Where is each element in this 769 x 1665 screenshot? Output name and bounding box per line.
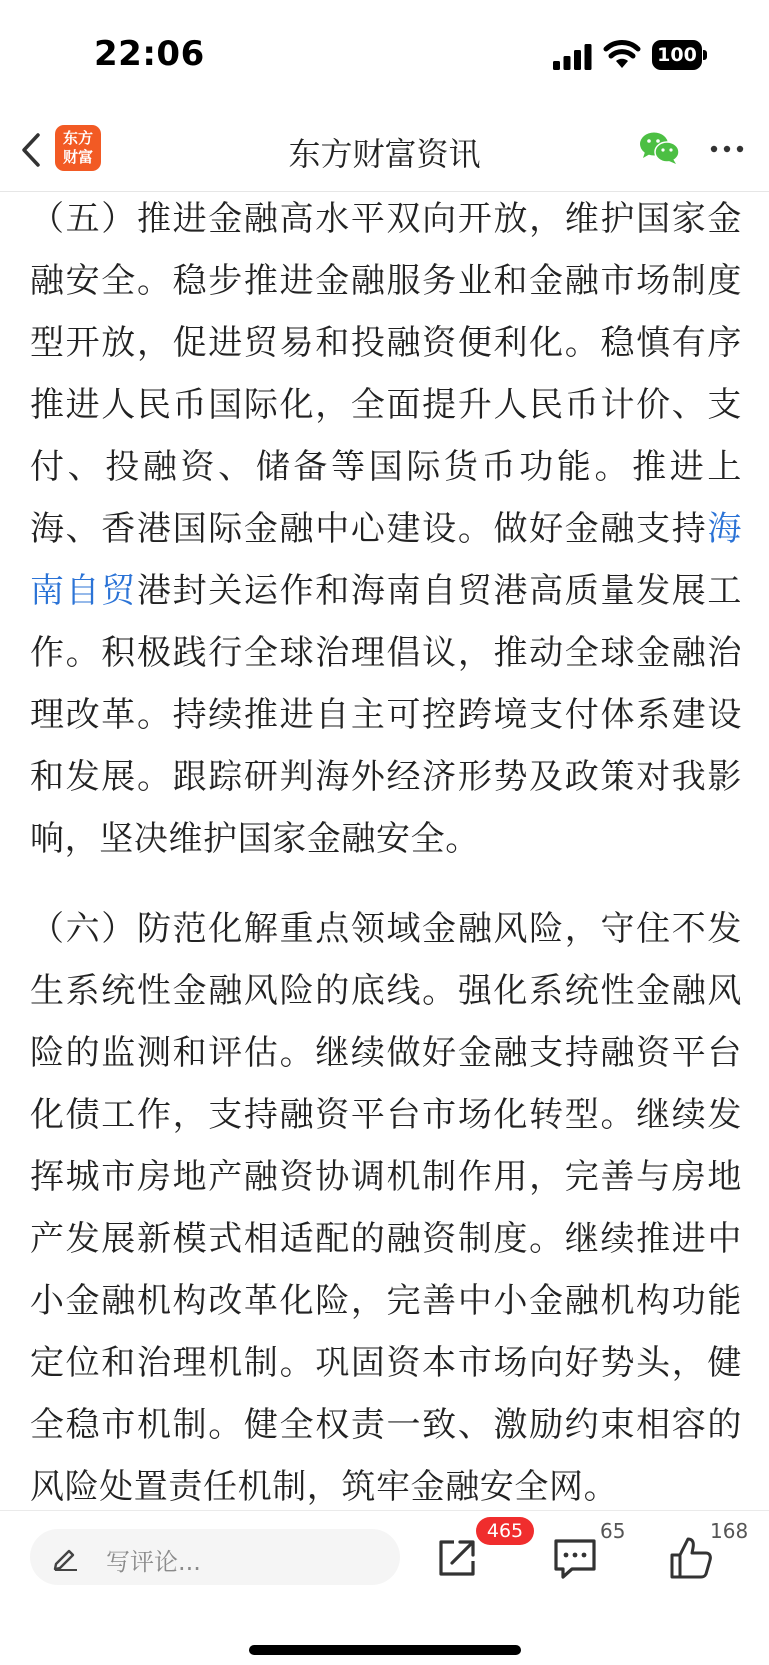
paragraph-5-text-a: （五）推进金融高水平双向开放，维护国家金融安全。稳步推进金融服务业和金融市场制度型开放，促进贸易和投融资便利化。稳慎有序推进人民币国际化，全面提升人民币计价、支付、投融资、储备等国际货币功能。推进上海、香港国际金融中心建设。做好金融支持 — [30, 199, 742, 549]
status-time: 22:06 — [94, 34, 205, 74]
bottom-bar — [0, 1510, 769, 1665]
paragraph-6: （六）防范化解重点领域金融风险，守住不发生系统性金融风险的底线。强化系统性金融风险的监测和评估。继续做好金融支持融资平台化债工作，支持融资平台市场化转型。继续发挥城市房地产融资协调机制作用，完善与房地产发展新模式相适配的融资制度。继续推进中小金融机构改革化险，完善中小金融机构功能定位和治理机制。巩固资本市场向好势头，健全稳市机制。健全权责一致、激励约束相容的风险处置责任机制，筑牢金融安全网。 — [30, 909, 742, 1507]
wechat-icon[interactable] — [638, 130, 680, 166]
signal-icon — [553, 44, 593, 70]
logo-line-2: 财富 — [62, 148, 93, 166]
wifi-icon — [603, 40, 641, 70]
comment-input[interactable] — [30, 1529, 400, 1585]
comments-count: 65 — [600, 1519, 626, 1543]
hainan-free-trade-link[interactable]: 海南自贸 — [30, 509, 742, 611]
status-bar — [0, 0, 769, 110]
paragraph-5 — [30, 188, 742, 870]
article-body — [30, 188, 742, 1510]
share-count-badge: 465 — [476, 1517, 534, 1545]
share-icon[interactable] — [432, 1533, 482, 1583]
comment-placeholder: 写评论... — [106, 1548, 201, 1576]
battery-icon — [652, 40, 708, 70]
page-title: 东方财富资讯 — [288, 135, 481, 173]
header — [0, 110, 769, 192]
comment-icon[interactable] — [550, 1533, 600, 1583]
more-icon[interactable] — [709, 144, 745, 154]
likes-count: 168 — [710, 1519, 749, 1543]
paragraph-5-text-b: 港封关运作和海南自贸港高质量发展工作。积极践行全球治理倡议，推动全球金融治理改革。持续推进自主可控跨境支付体系建设和发展。跟踪研判海外经济形势及政策对我影响，坚决维护国家金融安全。 — [30, 571, 742, 859]
thumbs-up-icon[interactable] — [666, 1533, 716, 1583]
pencil-icon — [52, 1543, 80, 1571]
logo-line-1: 东方 — [62, 129, 93, 147]
battery-level: 100 — [652, 40, 702, 70]
home-indicator — [249, 1645, 521, 1655]
